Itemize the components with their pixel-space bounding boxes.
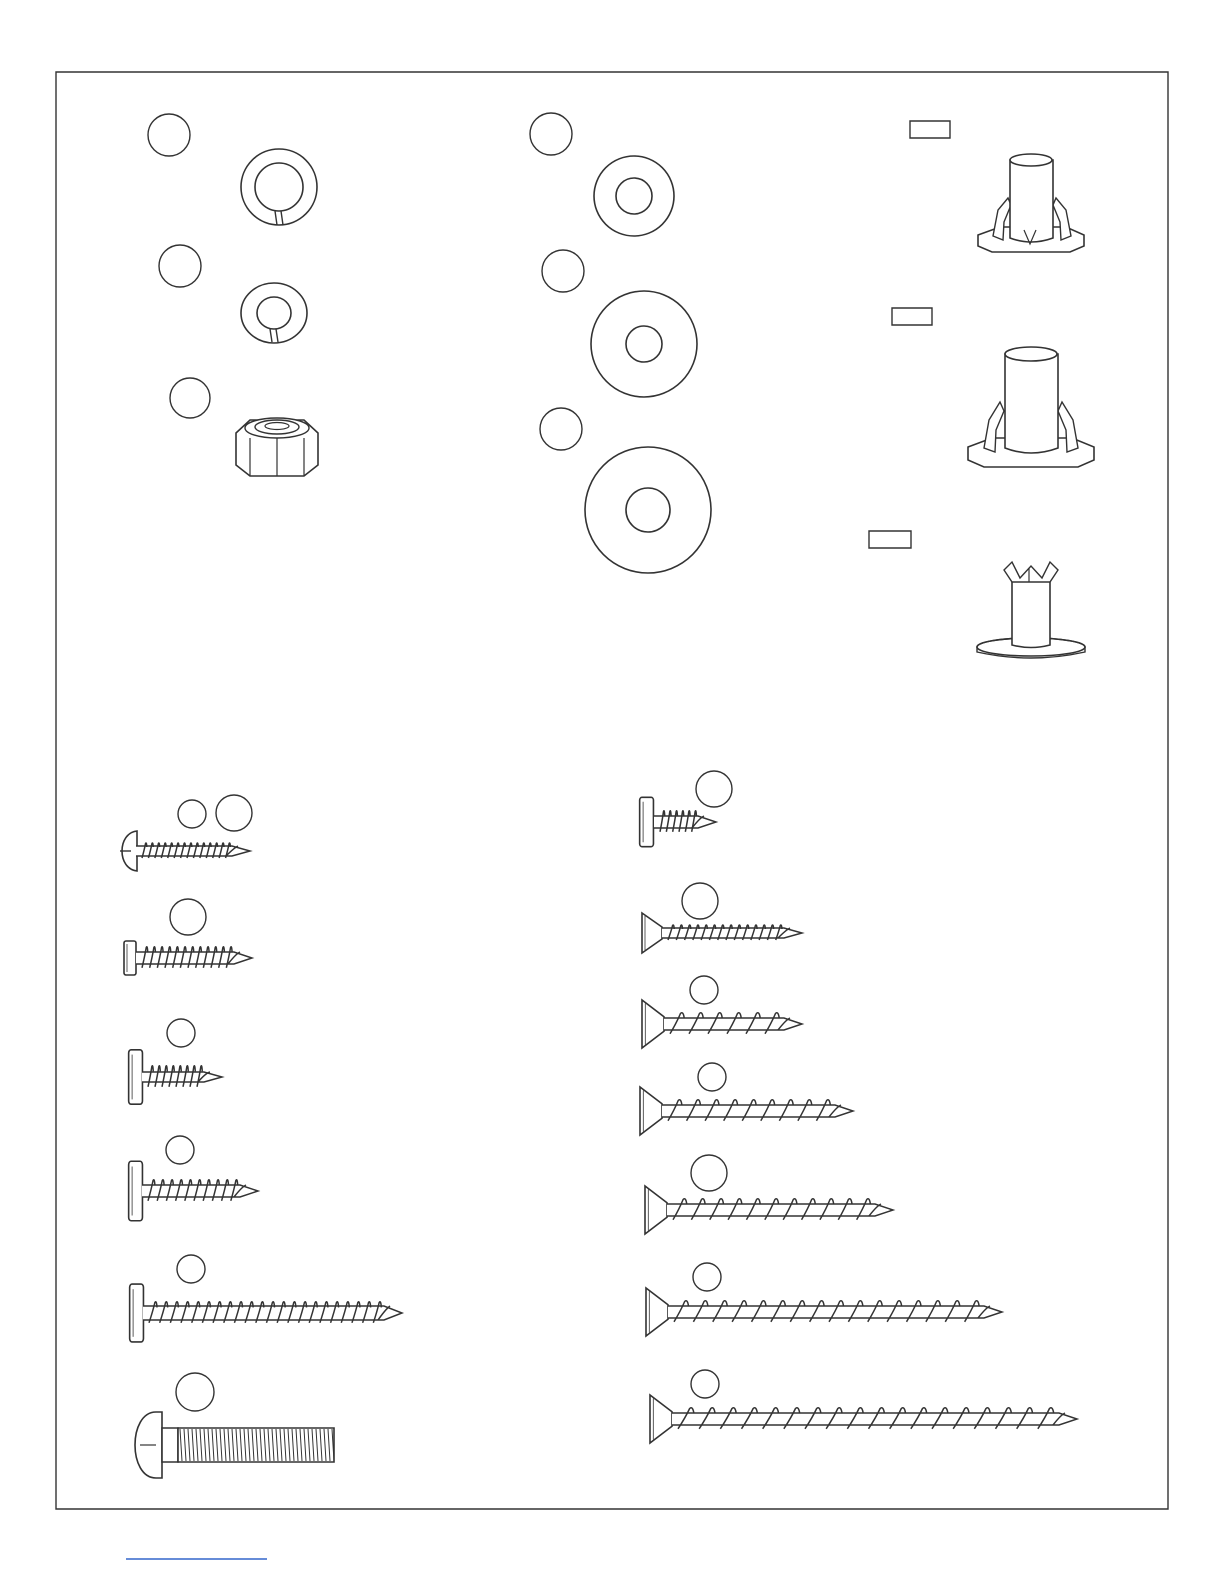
callout-bubble: [540, 408, 582, 450]
screw-m: [650, 1370, 1077, 1443]
callout-bubble: [691, 1155, 727, 1191]
callout-bubble: [691, 1370, 719, 1398]
callout-bubble: [696, 771, 732, 807]
lock-nut: [170, 378, 318, 476]
screw-l: [646, 1263, 1002, 1336]
callout-bubble: [148, 114, 190, 156]
callout-box: [910, 121, 950, 138]
screw-i: [642, 976, 802, 1048]
callout-box: [869, 531, 911, 548]
callout-bubble: [542, 250, 584, 292]
callout-box: [892, 308, 932, 325]
screw-a: [120, 795, 252, 871]
screw-g: [640, 771, 732, 847]
callout-bubble: [530, 113, 572, 155]
callout-bubble: [170, 899, 206, 935]
callout-bubble: [177, 1255, 205, 1283]
callout-bubble: [698, 1063, 726, 1091]
callout-bubble: [170, 378, 210, 418]
tee-nut-flanged: [869, 531, 1085, 658]
callout-bubble: [176, 1373, 214, 1411]
screw-c: [129, 1019, 222, 1104]
callout-bubble: [159, 245, 201, 287]
screw-b: [124, 899, 252, 975]
sheet-frame: [56, 72, 1168, 1509]
flat-washer-small: [530, 113, 674, 236]
lock-washer-large: [148, 114, 317, 225]
callout-bubble: [693, 1263, 721, 1291]
callout-bubble: [167, 1019, 195, 1047]
flat-washer-large: [540, 408, 711, 573]
tee-nut-small: [910, 121, 1084, 252]
screw-h: [642, 883, 802, 953]
tee-nut-large: [892, 308, 1094, 467]
screw-k: [645, 1155, 893, 1234]
callout-bubble: [216, 795, 252, 831]
flat-washer-medium: [542, 250, 697, 397]
callout-bubble: [682, 883, 718, 919]
screw-d: [129, 1136, 258, 1221]
bolt-f: [135, 1373, 334, 1478]
lock-washer-small: [159, 245, 307, 343]
callout-bubble: [690, 976, 718, 1004]
screw-e: [130, 1255, 402, 1342]
callout-bubble: [166, 1136, 194, 1164]
screw-j: [640, 1063, 853, 1135]
callout-bubble: [178, 800, 206, 828]
